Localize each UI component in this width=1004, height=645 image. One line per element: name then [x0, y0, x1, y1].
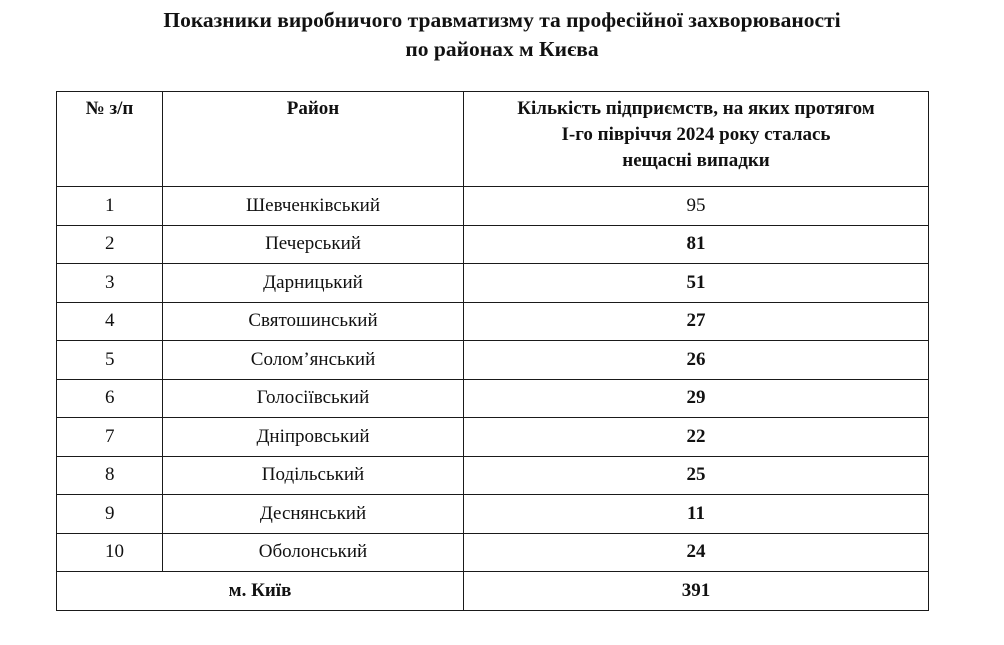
- row-value: 27: [464, 302, 929, 341]
- table-row: [57, 264, 929, 303]
- table-row: [57, 456, 929, 495]
- table-row: [57, 341, 929, 380]
- title-line-1: Показники виробничого травматизму та професійної захворюваності: [163, 8, 841, 32]
- row-number: 7: [57, 418, 163, 457]
- row-value: 81: [464, 225, 929, 264]
- row-number: 3: [57, 264, 163, 303]
- header-district: Район: [163, 92, 464, 187]
- title-line-2: по районах м Києва: [405, 37, 599, 61]
- row-number: 8: [57, 456, 163, 495]
- row-district: Подільський: [163, 456, 464, 495]
- header-enterprise-count: [464, 92, 929, 187]
- header-value-line-2: І-го півріччя 2024 року сталась: [561, 124, 831, 145]
- row-value: 11: [464, 495, 929, 534]
- row-district: Солом’янський: [163, 341, 464, 380]
- total-row: [57, 572, 929, 611]
- row-value: 25: [464, 456, 929, 495]
- row-district: Оболонський: [163, 533, 464, 572]
- row-value: 51: [464, 264, 929, 303]
- header-number: № з/п: [57, 92, 163, 187]
- table-row: [57, 187, 929, 226]
- row-value: 95: [464, 187, 929, 226]
- injury-statistics-table: [56, 91, 929, 611]
- total-label: м. Київ: [57, 572, 464, 611]
- row-number: 10: [57, 533, 163, 572]
- row-district: Печерський: [163, 225, 464, 264]
- row-district: Деснянський: [163, 495, 464, 534]
- row-district: Дарницький: [163, 264, 464, 303]
- header-value-line-3: нещасні випадки: [622, 150, 770, 171]
- table-row: [57, 533, 929, 572]
- row-number: 6: [57, 379, 163, 418]
- table-row: [57, 225, 929, 264]
- row-number: 1: [57, 187, 163, 226]
- row-number: 9: [57, 495, 163, 534]
- table-header-row: [57, 92, 929, 187]
- table-row: [57, 379, 929, 418]
- table-row: [57, 495, 929, 534]
- table-row: [57, 302, 929, 341]
- header-value-line-1: Кількість підприємств, на яких протягом: [517, 98, 875, 119]
- row-district: Дніпровський: [163, 418, 464, 457]
- document-title: [0, 6, 1004, 64]
- total-value: 391: [464, 572, 929, 611]
- row-value: 22: [464, 418, 929, 457]
- row-number: 4: [57, 302, 163, 341]
- row-value: 29: [464, 379, 929, 418]
- row-number: 2: [57, 225, 163, 264]
- row-number: 5: [57, 341, 163, 380]
- row-district: Голосіївський: [163, 379, 464, 418]
- row-value: 24: [464, 533, 929, 572]
- row-district: Святошинський: [163, 302, 464, 341]
- row-value: 26: [464, 341, 929, 380]
- table-row: [57, 418, 929, 457]
- row-district: Шевченківський: [163, 187, 464, 226]
